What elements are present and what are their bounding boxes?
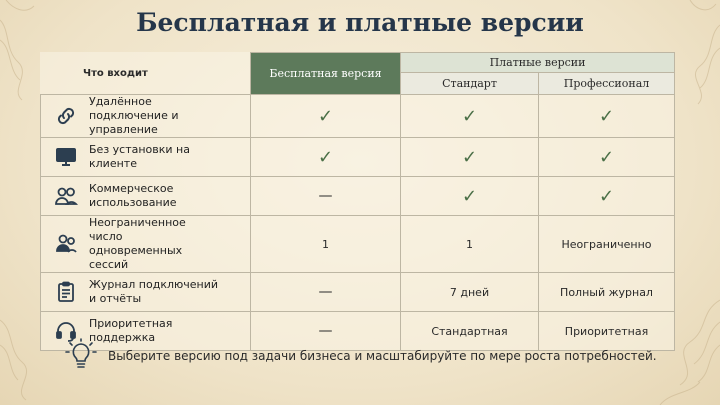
value-text: 1 [466,237,473,251]
feature-label: Журнал подключений и отчёты [89,278,219,305]
dash-icon: — [318,284,333,300]
feature-label: Без установки на клиенте [89,143,190,170]
standard-value [401,138,539,177]
lightbulb-icon [62,338,100,374]
check-icon: ✓ [461,185,478,207]
value-text: Приоритетная [564,324,649,338]
dash-icon: — [318,188,333,204]
feature-column-header: Что входит [41,53,251,95]
professional-value [539,216,675,273]
standard-value [401,273,539,312]
table-row [41,273,675,312]
multi-users-icon [53,231,79,257]
check-icon: ✓ [598,185,615,207]
monitor-icon [53,144,79,170]
standard-value [401,177,539,216]
standard-value [401,95,539,138]
table-row [41,138,675,177]
paid-versions-header: Платные версии [401,53,675,73]
dash-icon: — [318,323,333,339]
professional-value [539,138,675,177]
check-icon: ✓ [461,146,478,168]
value-text: 1 [322,237,329,251]
check-icon: ✓ [317,105,334,127]
free-value [251,216,401,273]
free-value [251,138,401,177]
table-row [41,216,675,273]
professional-value [539,177,675,216]
free-value [251,177,401,216]
professional-value [539,273,675,312]
professional-header: Профессионал [539,73,675,95]
footer-tip [62,338,682,374]
free-value [251,95,401,138]
free-version-header: Бесплатная версия [251,53,401,95]
feature-label: Неограниченное число одновременных сессий [89,216,186,271]
check-icon: ✓ [598,105,615,127]
footer-text: Выберите версию под задачи бизнеса и масштабируйте по мере роста потребностей. [108,349,657,363]
clipboard-icon [53,279,79,305]
value-text: Полный журнал [560,285,653,299]
comparison-table [40,52,675,351]
users-icon [53,183,79,209]
link-icon [53,103,79,129]
value-text: Стандартная [431,324,508,338]
feature-label: Приоритетная поддержка [89,317,173,344]
table-row [41,95,675,138]
page-title: Бесплатная и платные версии [136,8,584,37]
table-row [41,177,675,216]
feature-label: Коммерческое использование [89,182,177,209]
professional-value [539,95,675,138]
standard-value [401,216,539,273]
free-value [251,273,401,312]
check-icon: ✓ [317,146,334,168]
value-text: Неограниченно [561,237,652,251]
standard-header: Стандарт [401,73,539,95]
feature-label: Удалённое подключение и управление [89,95,179,136]
value-text: 7 дней [449,285,490,299]
check-icon: ✓ [461,105,478,127]
check-icon: ✓ [598,146,615,168]
